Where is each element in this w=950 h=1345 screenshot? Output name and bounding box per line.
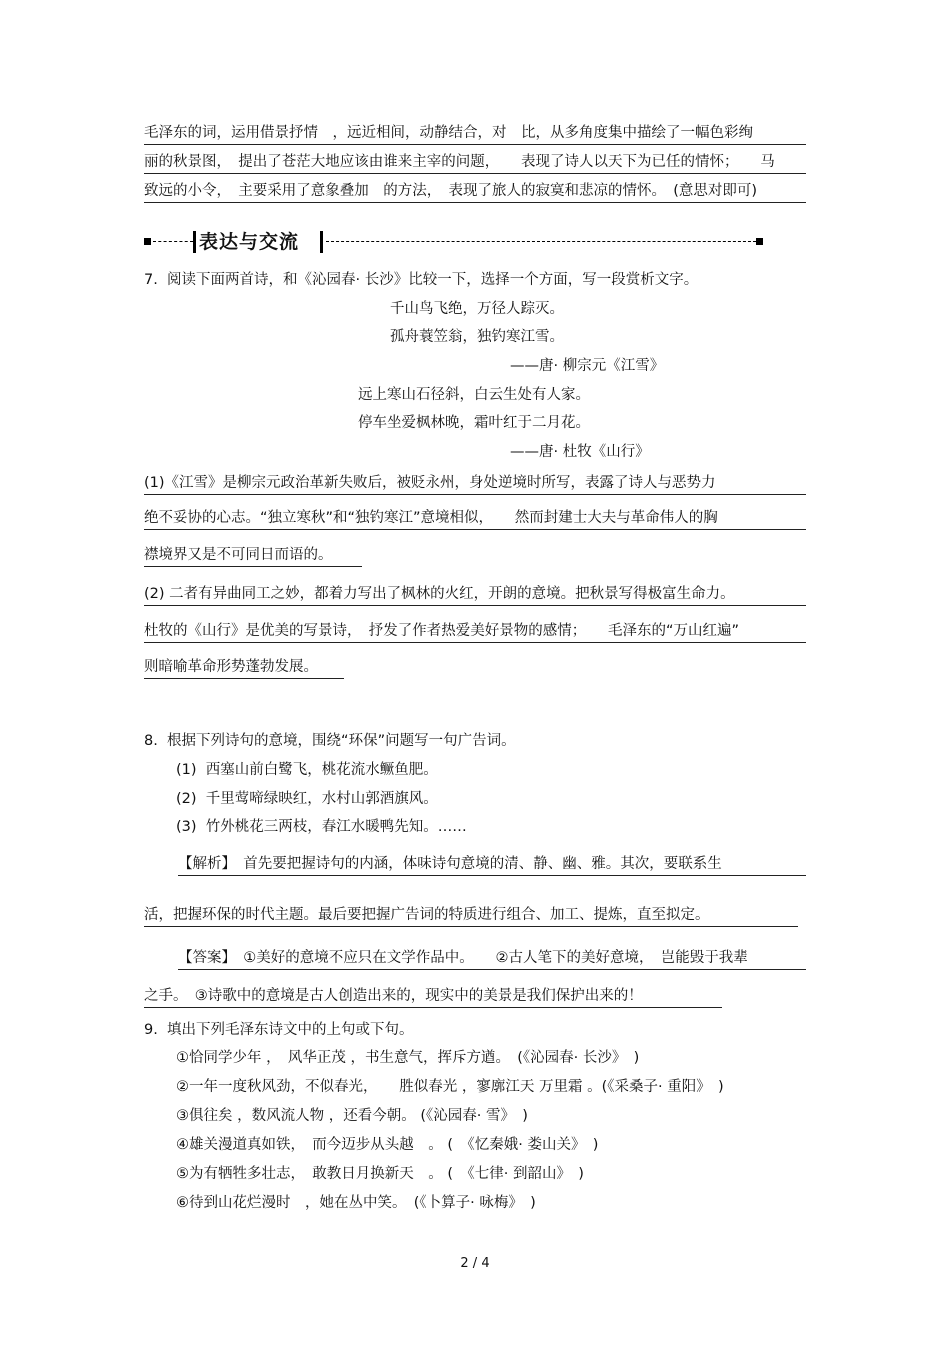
answer-line: (2) 二者有异曲同工之妙，都着力写出了枫林的火红，开朗的意境。把秋景写得极富生命力。 [144,584,806,606]
poem-source: ——唐· 杜牧《山行》 [510,444,650,460]
fill-item: ③俱往矣 ，数风流人物 ，还看今朝。 (《沁园春· 雪》 ) [176,1108,528,1124]
analysis-line: 活，把握环保的时代主题。最后要把握广告词的特质进行组合、加工、提炼，直至拟定。 [144,905,798,927]
answer-line: 之手。 ③诗歌中的意境是古人创造出来的，现实中的美景是我们保护出来的！ [144,986,722,1008]
fill-item: ①恰同学少年 ， 风华正茂 ，书生意气，挥斥方遒。 (《沁园春· 长沙》 ) [176,1050,640,1066]
answer-line: 襟境界又是不可同日而语的。 [144,545,362,567]
answer-line: 丽的秋景图， 提出了苍茫大地应该由谁来主宰的问题， 表现了诗人以天下为已任的情怀； 马 [144,152,806,174]
answer-line: 则暗喻革命形势蓬勃发展。 [144,657,344,679]
fill-item: ⑥待到山花烂漫时 ，她在丛中笑。 (《卜算子· 咏梅》 ) [176,1195,536,1211]
fill-item: ②一年一度秋风劲，不似春光， 胜似春光 ，寥廓江天 万里霜 。(《采桑子· 重阳》 ) [176,1079,724,1095]
question-7-prompt: 7. 阅读下面两首诗，和《沁园春· 长沙》比较一下，选择一个方面，写一段赏析文字。 [144,272,699,288]
fill-item: ④雄关漫道真如铁， 而今迈步从头越 。 ( 《忆秦娥· 娄山关》 ) [176,1137,599,1153]
banner-square-left [144,238,151,245]
section-title: 表达与交流 [199,231,300,253]
banner-bar-right [320,231,323,253]
answer-line: 致远的小令， 主要采用了意象叠加 的方法， 表现了旅人的寂寞和悲凉的情怀。 (意思对即可) [144,181,806,203]
banner-bar-left [193,231,196,253]
answer-line: 【答案】 ①美好的意境不应只在文学作品中。 ②古人笔下的美好意境， 岂能毁于我辈 [178,948,806,970]
analysis-line: 【解析】 首先要把握诗句的内涵，体味诗句意境的清、静、幽、雅。其次，要联系生 [178,854,806,876]
banner-square-right [756,238,763,245]
banner-dash-left [153,241,193,242]
poem-item: (3) 竹外桃花三两枝，春江水暖鸭先知。…… [176,819,467,835]
fill-item: ⑤为有牺牲多壮志， 敢教日月换新天 。 ( 《七律· 到韶山》 ) [176,1166,584,1182]
question-8-prompt: 8. 根据下列诗句的意境，围绕“环保”问题写一句广告词。 [144,733,516,749]
answer-line: 杜牧的《山行》是优美的写景诗， 抒发了作者热爱美好景物的感情； 毛泽东的“万山红遍” [144,621,806,643]
poem-item: (1) 西塞山前白鹭飞，桃花流水鳜鱼肥。 [176,762,438,778]
banner-dash-right [326,241,756,242]
poem-item: (2) 千里莺啼绿映红，水村山郭酒旗风。 [176,791,438,807]
answer-line: 毛泽东的词，运用借景抒情 ，远近相间，动静结合，对 比，从多角度集中描绘了一幅色彩绚 [144,123,806,145]
poem-line: 千山鸟飞绝，万径人踪灭。 [390,301,564,317]
poem-source: ——唐· 柳宗元《江雪》 [510,358,665,374]
poem-line: 孤舟蓑笠翁，独钓寒江雪。 [390,329,564,345]
section-banner [144,229,766,255]
poem-line: 停车坐爱枫林晚，霜叶红于二月花。 [358,415,590,431]
answer-line: 绝不妥协的心志。“独立寒秋”和“独钓寒江”意境相似， 然而封建士大夫与革命伟人的胸 [144,508,806,530]
poem-line: 远上寒山石径斜，白云生处有人家。 [358,387,590,403]
question-9-prompt: 9. 填出下列毛泽东诗文中的上句或下句。 [144,1022,414,1038]
page-number: 2 / 4 [460,1256,490,1271]
answer-line: (1)《江雪》是柳宗元政治革新失败后，被贬永州，身处逆境时所写，表露了诗人与恶势力 [144,473,806,495]
